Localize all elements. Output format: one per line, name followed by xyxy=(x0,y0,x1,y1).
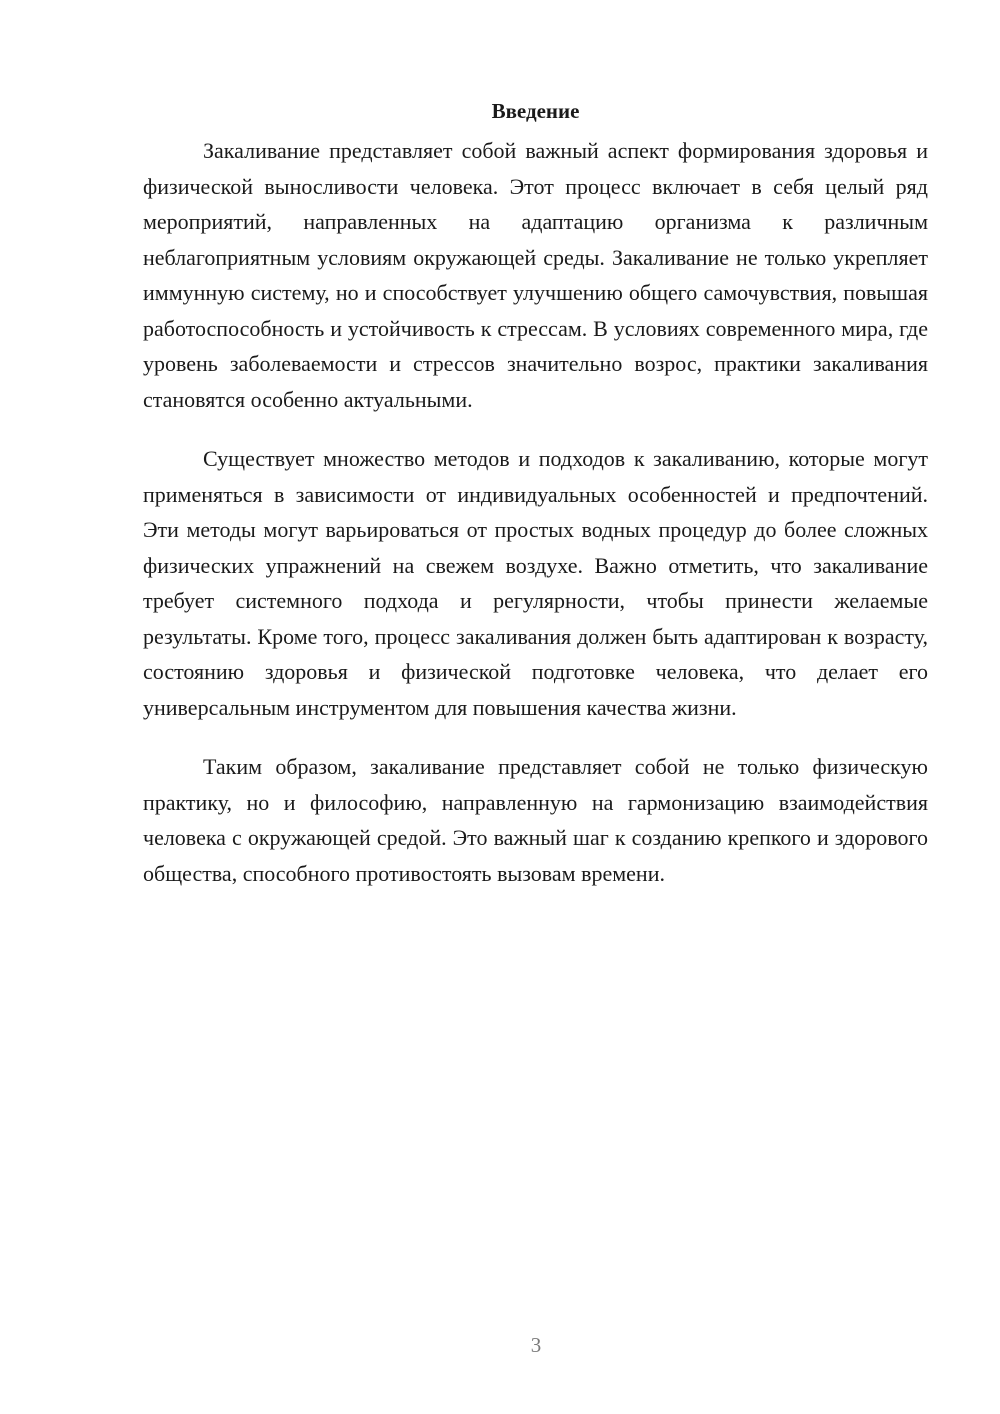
page-content xyxy=(143,94,928,915)
paragraph-3: Таким образом, закаливание представляет собой не только физическую практику, но и философию, направленную на гармонизацию взаимодействия человека с окружающей средой. Это важный шаг к созданию крепкого и здорового общества, способного противостоять вызовам времени. xyxy=(143,754,928,886)
page-number: 3 xyxy=(530,1333,542,1357)
section-heading: Введение xyxy=(491,99,580,123)
paragraph-2: Существует множество методов и подходов к закаливанию, которые могут применяться в зависимости от индивидуальных особенностей и предпочтений. Эти методы могут варьироваться от простых водных процедур до более сложных физических упражнений на свежем воздухе. Важно отметить, что закаливание требует системного подхода и регулярности, чтобы принести желаемые результаты. Кроме того, процесс закаливания должен быть адаптирован к возрасту, состоянию здоровья и физической подготовке человека, что делает его универсальным инструментом для повышения качества жизни. xyxy=(143,446,928,720)
paragraph-1: Закаливание представляет собой важный аспект формирования здоровья и физической выносливости человека. Этот процесс включает в себя целый ряд мероприятий, направленных на адаптацию организма к различным неблагоприятным условиям окружающей среды. Закаливание не только укрепляет иммунную систему, но и способствует улучшению общего самочувствия, повышая работоспособность и устойчивость к стрессам. В условиях современного мира, где уровень заболеваемости и стрессов значительно возрос, практики закаливания становятся особенно актуальными. xyxy=(143,138,928,412)
